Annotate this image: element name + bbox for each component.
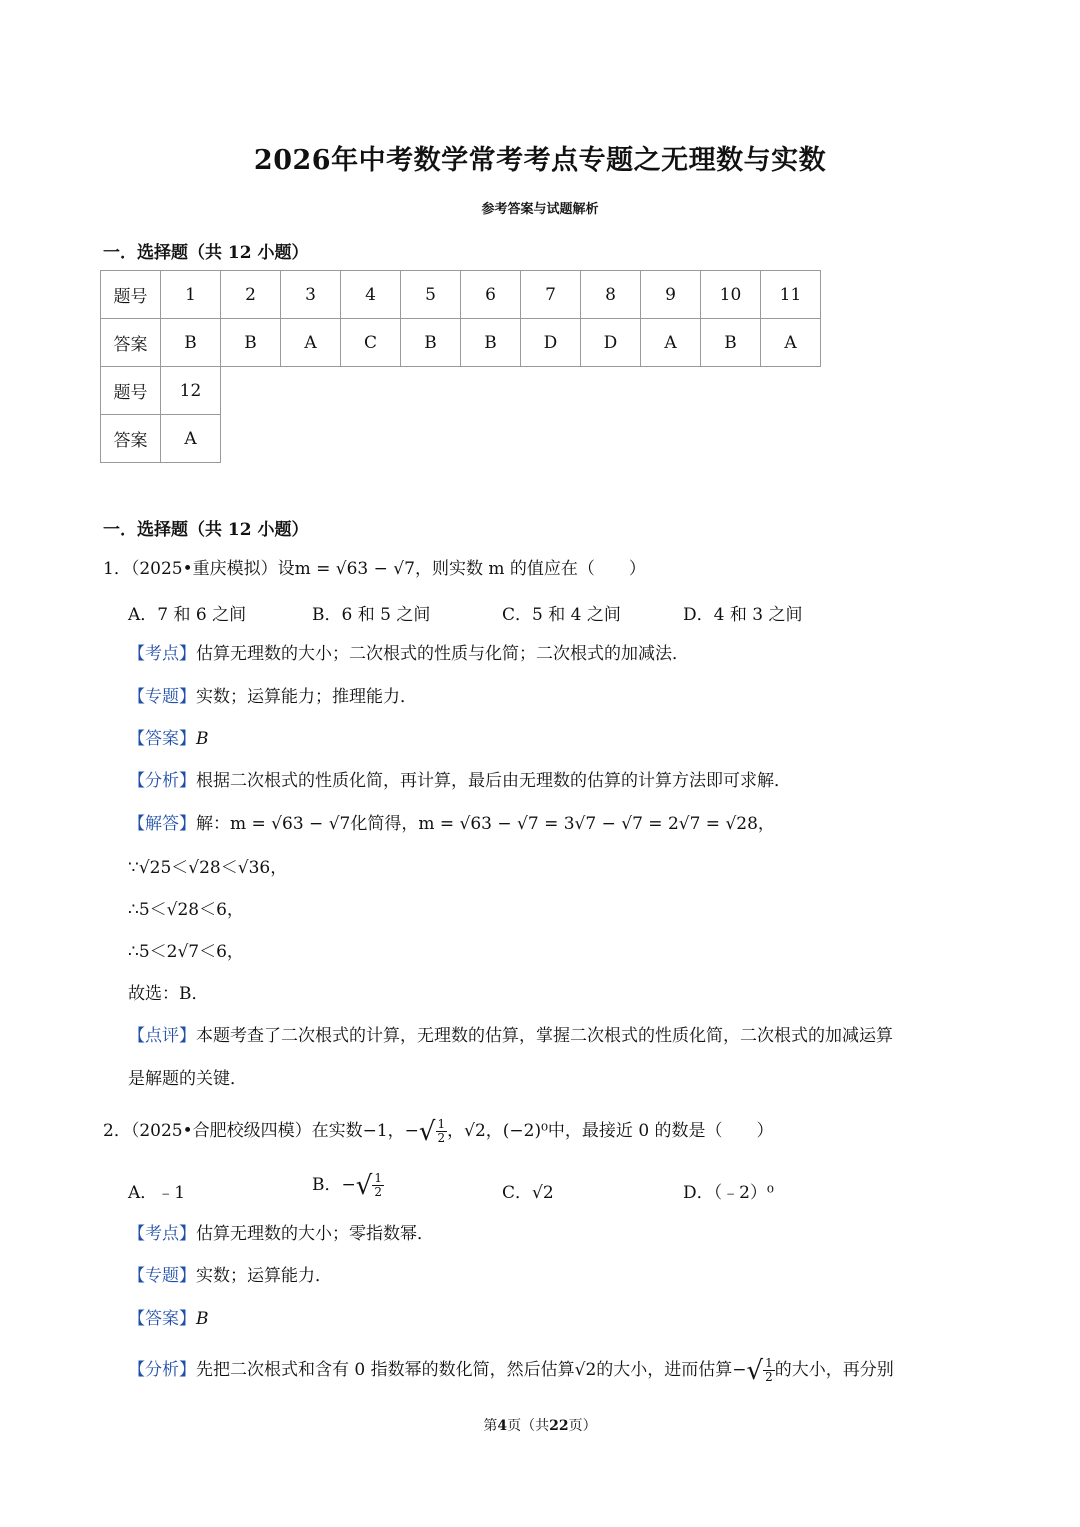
table-cell: B (161, 319, 221, 367)
answer-table (100, 270, 821, 463)
q2-kaodian (128, 1222, 434, 1246)
q2-option-a: A．﹣1 (128, 1183, 186, 1203)
page-total: 22 (549, 1418, 569, 1434)
fraction (372, 1172, 384, 1199)
q1-option-d: D．4 和 3 之间 (683, 605, 803, 625)
q1-step-2: ∴5＜√28＜6， (128, 900, 244, 920)
daan-tag: 【答案】 (128, 729, 196, 749)
table-cell: A (761, 319, 821, 367)
fraction-den: 2 (437, 1131, 446, 1145)
daan-text: B (196, 1309, 209, 1329)
table-blank (221, 367, 821, 415)
table-header-cell: 题号 (101, 271, 161, 319)
table-cell: 2 (221, 271, 281, 319)
table-cell: D (521, 319, 581, 367)
sqrt-sign: √ (418, 1116, 436, 1147)
zhuanti-tag: 【专题】 (128, 687, 196, 707)
table-cell: A (641, 319, 701, 367)
footer-suffix: 页） (568, 1418, 597, 1434)
fraction (763, 1357, 775, 1384)
q1-step-4: 故选：B． (128, 984, 209, 1004)
q2-daan (128, 1307, 209, 1331)
table-cell: 10 (701, 271, 761, 319)
fraction (436, 1118, 448, 1145)
table-row (101, 415, 821, 463)
kaodian-tag: 【考点】 (128, 1224, 196, 1244)
table-cell: A (161, 415, 221, 463)
q1-daan (128, 727, 209, 751)
kaodian-text: 估算无理数的大小；二次根式的性质与化简；二次根式的加减法． (196, 644, 689, 664)
page-title: 2026年中考数学常考考点专题之无理数与实数 (253, 145, 827, 176)
q1-dianping (128, 1024, 893, 1048)
q2-option-b-prefix: B．− (312, 1175, 356, 1195)
kaodian-text: 估算无理数的大小；零指数幂． (196, 1224, 434, 1244)
page-footer (0, 1415, 1080, 1435)
section-heading: 一．选择题（共 12 小题） (103, 520, 309, 540)
table-blank (221, 415, 821, 463)
footer-prefix: 第 (483, 1418, 498, 1434)
table-header-cell: 答案 (101, 319, 161, 367)
footer-mid: 页（共 (507, 1418, 550, 1434)
daan-text: B (196, 729, 209, 749)
fenxi-text: 根据二次根式的性质化简，再计算，最后由无理数的估算的计算方法即可求解． (196, 771, 791, 791)
q1-option-b: B．6 和 5 之间 (312, 605, 431, 625)
q2-zhuanti (128, 1264, 332, 1288)
page-number: 4 (497, 1418, 508, 1434)
q1-step-1: ∵√25＜√28＜√36， (128, 858, 288, 878)
dianping-tag: 【点评】 (128, 1026, 196, 1046)
q1-option-c: C．5 和 4 之间 (502, 605, 621, 625)
table-cell: C (341, 319, 401, 367)
zhuanti-tag: 【专题】 (128, 1266, 196, 1286)
table-cell: 5 (401, 271, 461, 319)
page-subtitle: 参考答案与试题解析 (481, 202, 599, 217)
q2-option-c: C．√2 (502, 1183, 554, 1203)
table-cell: 8 (581, 271, 641, 319)
section-heading: 一．选择题（共 12 小题） (103, 243, 309, 263)
table-row (101, 271, 821, 319)
fenxi-text-suffix: 的大小，再分别 (774, 1360, 894, 1380)
q2-option-b (312, 1170, 384, 1200)
fraction-den: 2 (765, 1370, 773, 1384)
fenxi-text: 先把二次根式和含有 0 指数幂的数化简，然后估算√2的大小，进而估算− (196, 1360, 747, 1380)
fenxi-tag: 【分析】 (128, 1360, 196, 1380)
daan-tag: 【答案】 (128, 1309, 196, 1329)
fraction-den: 2 (374, 1185, 382, 1199)
q1-kaodian (128, 642, 689, 666)
table-cell: A (281, 319, 341, 367)
sqrt-sign: √ (746, 1355, 764, 1386)
jieda-text: 解：m = √63 − √7化简得，m = √63 − √7 = 3√7 − √7 = 2√7 = √28， (196, 814, 775, 834)
table-row (101, 367, 821, 415)
sqrt-sign: √ (355, 1170, 373, 1201)
q1-jieda (128, 812, 775, 836)
q1-fenxi (128, 769, 791, 793)
q2-stem-prefix: 2．（2025•合肥校级四模）在实数−1，− (103, 1121, 419, 1141)
q1-step-3: ∴5＜2√7＜6， (128, 942, 244, 962)
table-cell: 9 (641, 271, 701, 319)
table-header-cell: 答案 (101, 415, 161, 463)
question-1-stem: 1．（2025•重庆模拟）设m = √63 − √7，则实数 m 的值应在（ ） (103, 559, 646, 579)
kaodian-tag: 【考点】 (128, 644, 196, 664)
table-cell: 6 (461, 271, 521, 319)
fraction-num: 1 (374, 1171, 382, 1185)
question-2-stem (103, 1116, 774, 1146)
table-cell: D (581, 319, 641, 367)
table-cell: 7 (521, 271, 581, 319)
q2-option-d: D．（﹣2）⁰ (683, 1183, 774, 1203)
zhuanti-text: 实数；运算能力． (196, 1266, 332, 1286)
zhuanti-text: 实数；运算能力；推理能力． (196, 687, 417, 707)
q2-stem-suffix: ，√2，(−2)⁰中，最接近 0 的数是（ ） (447, 1121, 774, 1141)
table-cell: B (401, 319, 461, 367)
table-cell: 12 (161, 367, 221, 415)
q1-option-a: A．7 和 6 之间 (128, 605, 247, 625)
table-cell: 3 (281, 271, 341, 319)
table-cell: B (461, 319, 521, 367)
q2-fenxi (128, 1355, 894, 1385)
table-cell: B (701, 319, 761, 367)
q1-zhuanti (128, 685, 417, 709)
table-header-cell: 题号 (101, 367, 161, 415)
jieda-tag: 【解答】 (128, 814, 196, 834)
table-cell: B (221, 319, 281, 367)
table-cell: 4 (341, 271, 401, 319)
fenxi-tag: 【分析】 (128, 771, 196, 791)
table-cell: 11 (761, 271, 821, 319)
fraction-num: 1 (437, 1117, 446, 1131)
q1-dianping-cont: 是解题的关键． (128, 1069, 247, 1089)
table-cell: 1 (161, 271, 221, 319)
table-row (101, 319, 821, 367)
dianping-text: 本题考查了二次根式的计算，无理数的估算，掌握二次根式的性质化简，二次根式的加减运算 (196, 1026, 893, 1046)
fraction-num: 1 (765, 1356, 773, 1370)
